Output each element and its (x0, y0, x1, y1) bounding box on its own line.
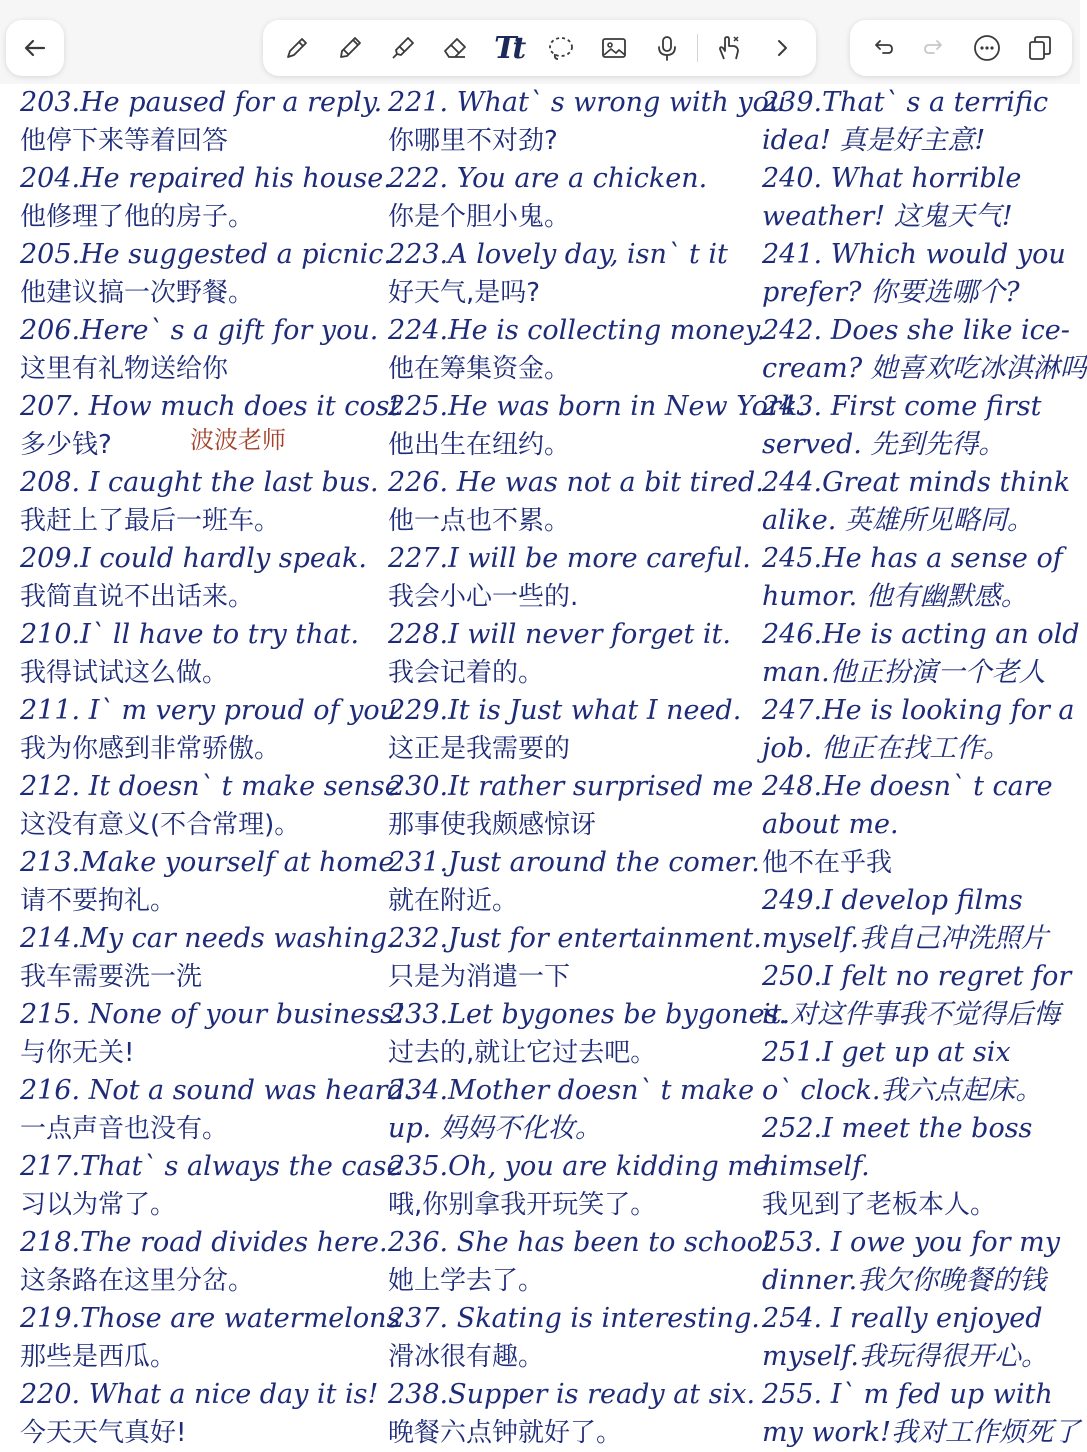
note-line: 我会记着的。 (388, 658, 545, 688)
note-line: dinner.我欠你晚餐的钱 (762, 1265, 1047, 1296)
note-line: 208. I caught the last bus. (20, 467, 379, 498)
actions-pill (850, 20, 1072, 76)
note-line: 一点声音也没有。 (20, 1114, 229, 1144)
text-tool-icon[interactable] (486, 26, 530, 70)
note-line: 223.A lovely day, isn` t it (388, 239, 728, 270)
note-line: 我简直说不出话来。 (20, 582, 255, 612)
note-line: 213.Make yourself at home (20, 847, 395, 878)
redo-icon[interactable] (913, 26, 957, 70)
note-line: myself.我玩得很开心。 (762, 1341, 1048, 1372)
note-line: 248.He doesn` t care (762, 771, 1053, 802)
note-line: 227.I will be more careful. (388, 543, 751, 574)
note-line: 他不在乎我 (762, 848, 893, 878)
note-line: up. 妈妈不化妆。 (388, 1113, 602, 1144)
note-line: 235.Oh, you are kidding me. (388, 1151, 778, 1182)
note-line: 204.He repaired his house. (20, 163, 392, 194)
more-icon[interactable] (965, 26, 1009, 70)
note-line: 230.It rather surprised me (388, 771, 754, 802)
note-line: 242. Does she like ice- (762, 315, 1070, 346)
text-tool-label: Tt (494, 30, 523, 66)
note-column-1 (20, 84, 414, 1452)
note-line: 255. I` m fed up with (762, 1379, 1053, 1410)
lasso-icon[interactable] (539, 26, 583, 70)
note-line: 他一点也不累。 (388, 506, 571, 536)
note-line: 220. What a nice day it is! (20, 1379, 379, 1410)
note-line: 251.I get up at six (762, 1037, 1011, 1068)
top-toolbar (0, 0, 1080, 84)
note-column-3 (762, 84, 1087, 1452)
note-line: 214.My car needs washing. (20, 923, 396, 954)
pencil-icon[interactable] (328, 26, 372, 70)
note-line: 252.I meet the boss (762, 1113, 1033, 1144)
note-line: 253. I owe you for my (762, 1227, 1060, 1258)
note-line: 241. Which would you (762, 239, 1066, 270)
note-line: 就在附近。 (388, 886, 519, 916)
note-line: 滑冰很有趣。 (388, 1342, 545, 1372)
eraser-icon[interactable] (433, 26, 477, 70)
note-line: 245.He has a sense of (762, 543, 1063, 574)
image-icon[interactable] (592, 26, 636, 70)
note-line: cream? 她喜欢吃冰淇淋吗 (762, 353, 1087, 384)
note-line: 他在筹集资金。 (388, 354, 571, 384)
note-line: 我见到了老板本人。 (762, 1190, 997, 1220)
note-line: 209.I could hardly speak. (20, 543, 367, 574)
note-line: 207. How much does it cost (20, 391, 401, 422)
note-line: 225.He was born in New York. (388, 391, 806, 422)
note-line: 只是为消遣一下 (388, 962, 571, 992)
note-line: 请不要拘礼。 (20, 886, 177, 916)
note-line: 232.Just for entertainment. (388, 923, 762, 954)
highlighter-icon[interactable] (381, 26, 425, 70)
note-line: 我会小心一些的. (388, 582, 579, 612)
note-line: 她上学去了。 (388, 1266, 545, 1296)
note-line: 他出生在纽约。 (388, 430, 571, 460)
note-line: 238.Supper is ready at six. (388, 1379, 756, 1410)
note-line: 这没有意义(不合常理)。 (20, 810, 301, 840)
note-line: 206.Here` s a gift for you. (20, 315, 379, 346)
note-line: alike. 英雄所见略同。 (762, 505, 1034, 536)
undo-icon[interactable] (860, 26, 904, 70)
note-line: 249.I develop films (762, 885, 1023, 916)
note-line: 晚餐六点钟就好了。 (388, 1418, 623, 1448)
note-line: 211. I` m very proud of you (20, 695, 398, 726)
note-line: 236. She has been to school (388, 1227, 772, 1258)
note-line: 228.I will never forget it. (388, 619, 731, 650)
note-line: humor. 他有幽默感。 (762, 581, 1028, 612)
hand-touch-icon[interactable] (707, 26, 751, 70)
note-line: idea! 真是好主意! (762, 125, 986, 156)
note-line: himself. (762, 1151, 870, 1182)
note-line: 221. What` s wrong with you (388, 87, 787, 118)
pages-icon[interactable] (1018, 26, 1062, 70)
note-line: 好天气,是吗? (388, 278, 541, 308)
note-line: 219.Those are watermelons (20, 1303, 401, 1334)
note-line: 我赶上了最后一班车。 (20, 506, 281, 536)
note-line: 我得试试这么做。 (20, 658, 229, 688)
note-column-2 (388, 84, 806, 1452)
note-line: 216. Not a sound was heard. (20, 1075, 414, 1106)
note-line: 这条路在这里分岔。 (20, 1266, 255, 1296)
note-line: it.对这件事我不觉得后悔 (762, 999, 1061, 1030)
note-line: job. 他正在找工作。 (762, 733, 1011, 764)
note-line: 244.Great minds think (762, 467, 1071, 498)
note-line: 今天天气真好! (20, 1418, 187, 1448)
watermark-text: 波波老师 (190, 426, 286, 454)
note-line: 我车需要洗一洗 (20, 962, 203, 992)
note-line: 过去的,就让它过去吧。 (388, 1038, 657, 1068)
note-line: prefer? 你要选哪个? (762, 277, 1020, 308)
microphone-icon[interactable] (645, 26, 689, 70)
note-line: 他停下来等着回答 (20, 126, 229, 156)
note-line: served. 先到先得。 (762, 429, 1006, 460)
toolbar-separator (697, 34, 698, 62)
note-line: about me. (762, 809, 899, 840)
note-line: 247.He is looking for a (762, 695, 1075, 726)
note-line: 237. Skating is interesting. (388, 1303, 760, 1334)
note-line: 习以为常了。 (20, 1190, 177, 1220)
note-line: 217.That` s always the case (20, 1151, 403, 1182)
note-line: 这正是我需要的 (388, 734, 571, 764)
note-line: 246.He is acting an old (762, 619, 1080, 650)
note-line: 哦,你别拿我开玩笑了。 (388, 1190, 657, 1220)
pen-icon[interactable] (275, 26, 319, 70)
note-line: 多少钱? (20, 430, 112, 460)
back-arrow-icon[interactable] (13, 26, 57, 70)
note-line: 205.He suggested a picnic. (20, 239, 393, 270)
note-line: 212. It doesn` t make sense (20, 771, 401, 802)
note-line: weather! 这鬼天气! (762, 201, 1013, 232)
note-line: 240. What horrible (762, 163, 1022, 194)
note-line: my work!我对工作烦死了 (762, 1417, 1080, 1448)
note-line: 243. First come first (762, 391, 1042, 422)
note-page[interactable] (0, 84, 1087, 1448)
note-line: 与你无关! (20, 1038, 135, 1068)
note-line: 231.Just around the comer. (388, 847, 760, 878)
note-line: 229.It is Just what I need. (388, 695, 742, 726)
note-line: 254. I really enjoyed (762, 1303, 1043, 1334)
note-line: 218.The road divides here. (20, 1227, 388, 1258)
note-line: 你哪里不对劲? (388, 126, 558, 156)
note-line: o` clock.我六点起床。 (762, 1075, 1043, 1106)
note-line: 他修理了他的房子。 (20, 202, 255, 232)
chevron-right-icon[interactable] (760, 26, 804, 70)
note-line: 那些是西瓜。 (20, 1342, 177, 1372)
note-line: 239.That` s a terrific (762, 87, 1049, 118)
note-line: myself.我自己冲洗照片 (762, 923, 1048, 954)
note-line: 215. None of your business! (20, 999, 405, 1030)
note-line: 你是个胆小鬼。 (388, 202, 571, 232)
note-line: 234.Mother doesn` t make (388, 1075, 755, 1106)
note-line: 250.I felt no regret for (762, 961, 1072, 992)
note-line: 这里有礼物送给你 (20, 354, 229, 384)
note-line: 210.I` ll have to try that. (20, 619, 360, 650)
note-line: 那事使我颇感惊讶 (388, 810, 597, 840)
note-line: 222. You are a chicken. (388, 163, 708, 194)
note-line: 226. He was not a bit tired. (388, 467, 764, 498)
note-line: 我为你感到非常骄傲。 (20, 734, 281, 764)
note-line: man.他正扮演一个老人 (762, 657, 1046, 688)
back-pill (6, 20, 64, 76)
note-line: 他建议搞一次野餐。 (20, 278, 255, 308)
note-line: 224.He is collecting money. (388, 315, 766, 346)
note-line: 203.He paused for a reply. (20, 87, 383, 118)
note-line: 233.Let bygones be bygones. (388, 999, 788, 1030)
tool-palette (263, 20, 816, 76)
